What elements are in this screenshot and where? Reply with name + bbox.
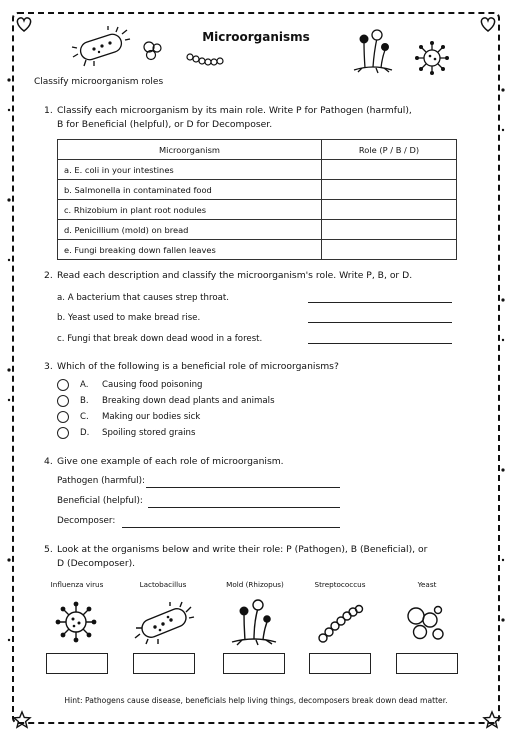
option-text: Spoiling stored grains <box>102 428 196 438</box>
organism-label: Streptococcus <box>314 580 366 589</box>
table-row <box>58 220 457 240</box>
q3-option-b[interactable] <box>57 395 275 407</box>
column-header: Role (P / B / D) <box>322 140 457 160</box>
q3-option-a[interactable] <box>57 379 203 391</box>
organism-label: Mold (Rhizopus) <box>226 580 284 589</box>
option-letter: B. <box>80 396 89 406</box>
q2-number: 2. <box>44 270 53 281</box>
microorganism-cell: d. Penicillium (mold) on bread <box>58 220 322 240</box>
organism-label: Lactobacillus <box>139 580 187 589</box>
q2-item-c: c. Fungi that break down dead wood in a forest. <box>57 334 263 344</box>
q4-text: Give one example of each role of microorganism. <box>57 456 284 467</box>
organism-label: Yeast <box>417 580 437 589</box>
option-letter: C. <box>80 412 89 422</box>
radio-button[interactable] <box>57 427 69 439</box>
rhizopus-mold-icon <box>230 598 278 646</box>
influenza-answer-box[interactable] <box>46 653 108 674</box>
option-text: Making our bodies sick <box>102 412 201 422</box>
q3-number: 3. <box>44 361 53 372</box>
decomposer-answer-line[interactable] <box>122 527 340 528</box>
rhizopus-answer-box[interactable] <box>223 653 285 674</box>
yeast-answer-box[interactable] <box>396 653 458 674</box>
q2-item-a: a. A bacterium that causes strep throat. <box>57 293 229 303</box>
option-letter: D. <box>80 428 90 438</box>
yeast-icon <box>404 604 448 644</box>
microorganism-cell: a. E. coli in your intestines <box>58 160 322 180</box>
microorganism-cell: e. Fungi breaking down fallen leaves <box>58 240 322 260</box>
q4-number: 4. <box>44 456 53 467</box>
q1-text-line2: B for Beneficial (helpful), or D for Decomposer. <box>57 119 273 130</box>
organism-label: Influenza virus <box>50 580 104 589</box>
q3-text: Which of the following is a beneficial role of microorganisms? <box>57 361 339 372</box>
influenza-virus-icon <box>54 600 98 644</box>
table-row <box>58 200 457 220</box>
option-text: Breaking down dead plants and animals <box>102 396 275 406</box>
answer-line[interactable] <box>308 302 452 303</box>
classification-table <box>57 139 457 260</box>
virus-illustration <box>414 40 450 76</box>
q5-number: 5. <box>44 544 53 555</box>
q2-item-b: b. Yeast used to make bread rise. <box>57 313 201 323</box>
q1-text-line1: Classify each microorganism by its main role. Write P for Pathogen (harmful), <box>57 105 412 116</box>
option-letter: A. <box>80 380 89 390</box>
streptococcus-chain-illustration <box>186 52 226 70</box>
streptococcus-icon <box>316 604 364 644</box>
q5-text-line1: Look at the organisms below and write their role: P (Pathogen), B (Beneficial), or <box>57 544 428 555</box>
q2-text: Read each description and classify the microorganism's role. Write P, B, or D. <box>57 270 413 281</box>
hint-footer: Hint: Pathogens cause disease, beneficials help living things, decomposers break down dead matter. <box>64 696 448 705</box>
radio-button[interactable] <box>57 395 69 407</box>
answer-line[interactable] <box>308 343 452 344</box>
lactobacillus-answer-box[interactable] <box>133 653 195 674</box>
role-answer-cell[interactable] <box>322 180 457 200</box>
beneficial-field-label: Beneficial (helpful): <box>57 496 143 506</box>
column-header: Microorganism <box>58 140 322 160</box>
q5-text-line2: D (Decomposer). <box>57 558 136 569</box>
lactobacillus-icon <box>134 602 194 644</box>
option-text: Causing food poisoning <box>102 380 203 390</box>
table-row <box>58 160 457 180</box>
microorganism-cell: c. Rhizobium in plant root nodules <box>58 200 322 220</box>
table-row <box>58 240 457 260</box>
answer-line[interactable] <box>308 322 452 323</box>
decomposer-field-label: Decomposer: <box>57 516 116 526</box>
role-answer-cell[interactable] <box>322 200 457 220</box>
table-header-row <box>58 140 457 160</box>
role-answer-cell[interactable] <box>322 240 457 260</box>
role-answer-cell[interactable] <box>322 160 457 180</box>
q3-option-d[interactable] <box>57 427 195 439</box>
worksheet-title: Microorganisms <box>202 30 310 44</box>
q3-option-c[interactable] <box>57 411 200 423</box>
beneficial-answer-line[interactable] <box>148 507 340 508</box>
radio-button[interactable] <box>57 379 69 391</box>
microorganism-cell: b. Salmonella in contaminated food <box>58 180 322 200</box>
worksheet-subtitle: Classify microorganism roles <box>34 77 164 87</box>
pathogen-field-label: Pathogen (harmful): <box>57 476 146 486</box>
radio-button[interactable] <box>57 411 69 423</box>
table-row <box>58 180 457 200</box>
streptococcus-answer-box[interactable] <box>309 653 371 674</box>
q1-number: 1. <box>44 105 53 116</box>
role-answer-cell[interactable] <box>322 220 457 240</box>
pathogen-answer-line[interactable] <box>146 487 340 488</box>
